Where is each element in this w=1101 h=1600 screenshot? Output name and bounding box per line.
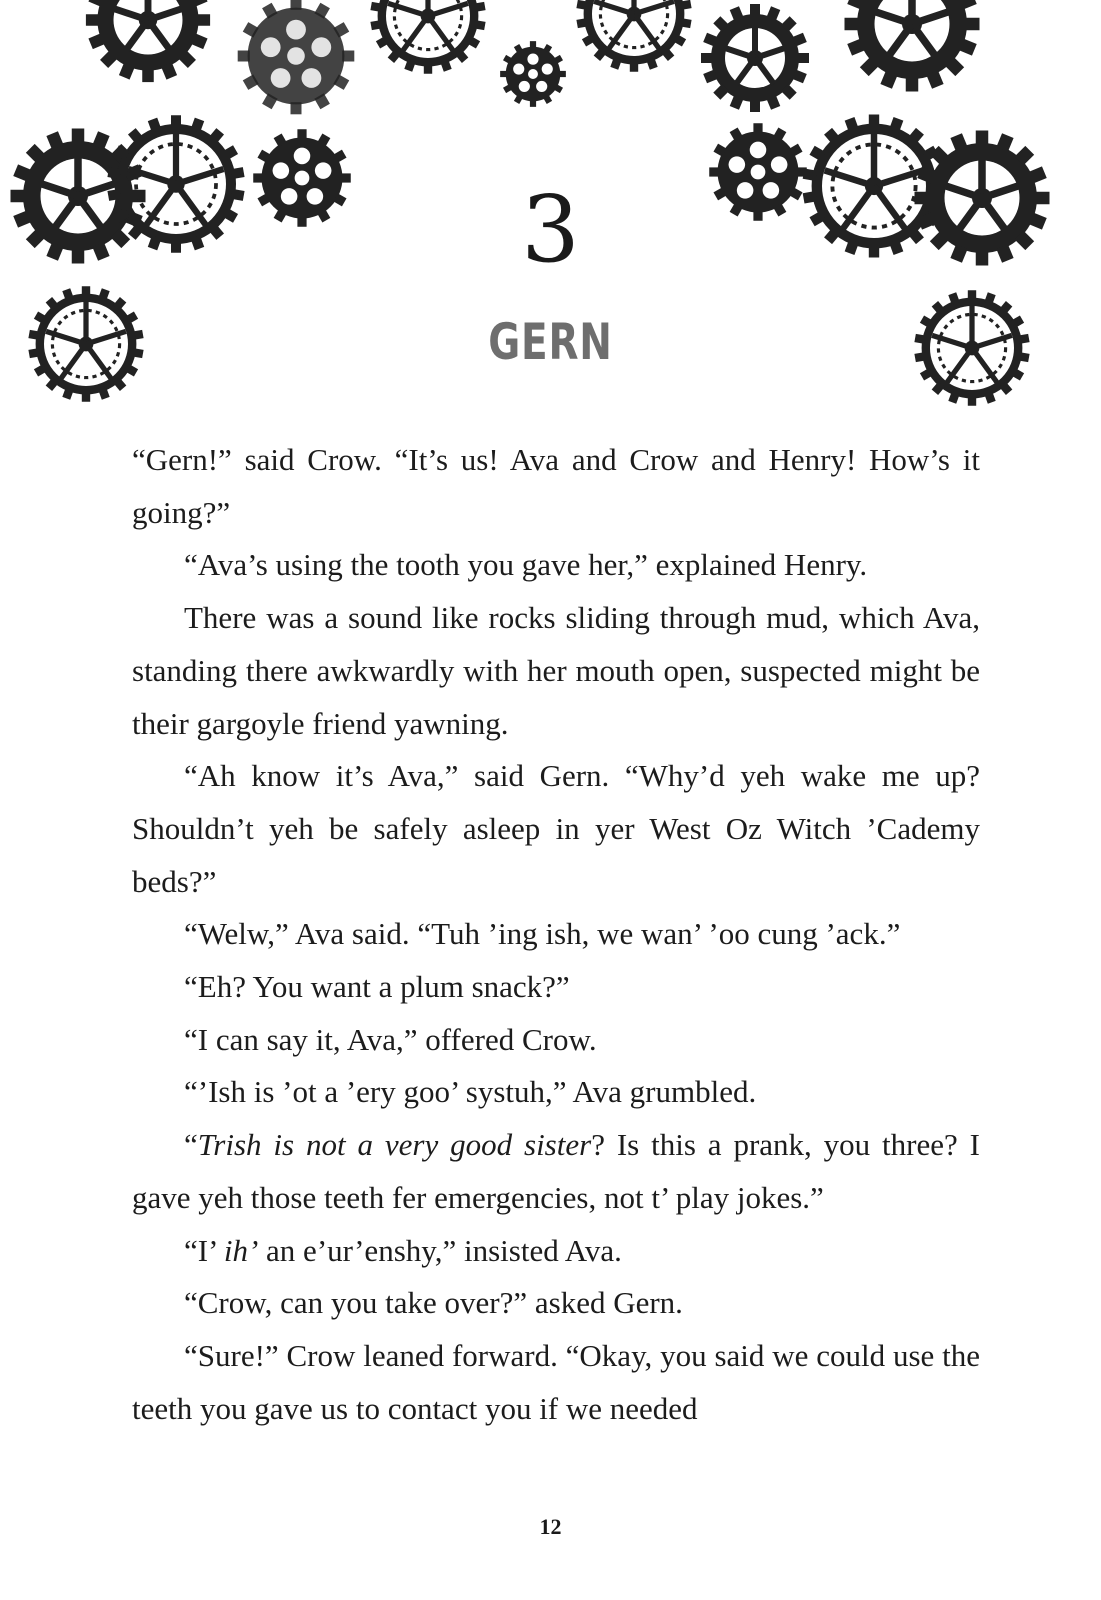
- gear-icon: [370, 0, 485, 74]
- paragraph-text: “I’: [184, 1232, 224, 1268]
- paragraph: [132, 1225, 980, 1278]
- paragraph-text: ? Is this a prank, you three? I gave yeh those teeth fer emergencies, not t’ play jokes.”: [132, 1127, 980, 1215]
- gear-icon: [576, 0, 691, 72]
- chapter-title: GERN: [488, 313, 613, 371]
- page-number: 12: [539, 1514, 562, 1539]
- paragraph: [132, 1119, 980, 1224]
- paragraph: “Ava’s using the tooth you gave her,” explained Henry.: [184, 547, 868, 583]
- paragraph: “Gern!” said Crow. “It’s us! Ava and Crow and Henry! How’s it going?”: [132, 442, 980, 530]
- paragraph-text: an e’ur’enshy,” insisted Ava.: [258, 1232, 622, 1268]
- paragraph: “Sure!” Crow leaned forward. “Okay, you said we could use the teeth you gave us to contact you if we needed: [132, 1337, 980, 1426]
- paragraph: “Eh? You want a plum snack?”: [184, 969, 570, 1005]
- chapter-body: [132, 434, 980, 1435]
- gear-icon: [845, 0, 980, 92]
- paragraph: “Crow, can you take over?” asked Gern.: [184, 1285, 683, 1321]
- gear-icon: [701, 4, 809, 112]
- paragraph: “I can say it, Ava,” offered Crow.: [184, 1021, 597, 1057]
- paragraph: There was a sound like rocks sliding through mud, which Ava, standing there awkwardly with her mouth open, suspected might be their gargoyle friend yawning.: [132, 600, 980, 741]
- paragraph-text: “: [184, 1127, 198, 1163]
- chapter-number: 3: [521, 176, 580, 283]
- paragraph: “Welw,” Ava said. “Tuh ’ing ish, we wan’ ’oo cung ’ack.”: [184, 916, 901, 952]
- gear-icon: [86, 0, 210, 82]
- paragraph: “’Ish is ’ot a ’ery goo’ systuh,” Ava grumbled.: [184, 1074, 757, 1110]
- gear-icon: [500, 41, 566, 107]
- italic-text: Trish is not a very good sister: [197, 1127, 592, 1163]
- italic-text: ih’: [223, 1232, 259, 1268]
- gear-icon: [238, 0, 355, 114]
- paragraph: “Ah know it’s Ava,” said Gern. “Why’d yeh wake me up? Shouldn’t yeh be safely asleep in yer West Oz Witch ’Cademy beds?”: [132, 758, 980, 899]
